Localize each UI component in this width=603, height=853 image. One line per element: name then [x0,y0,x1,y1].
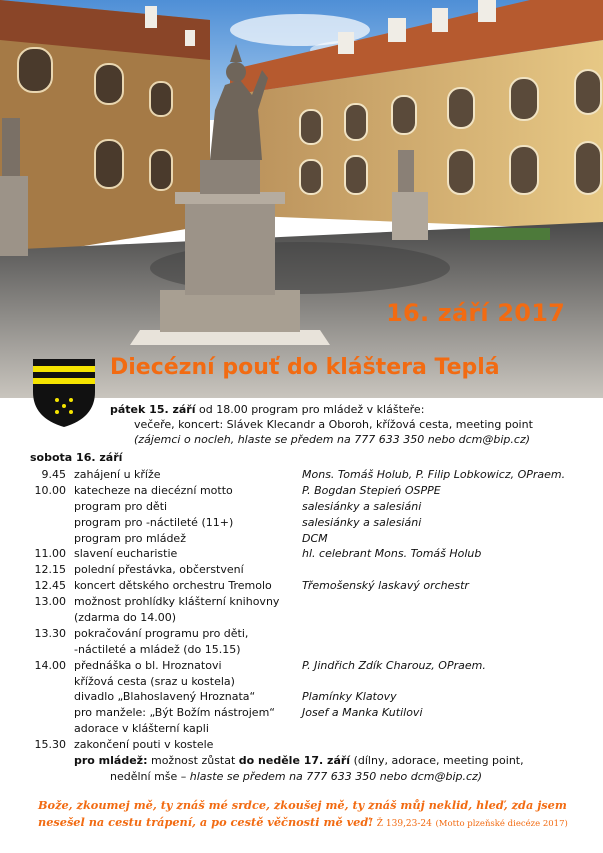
schedule-performer: Plamínky Klatovy [302,690,397,704]
schedule-activity: pro manžele: „Být Božím nástrojem“ [74,706,275,720]
schedule-row [0,705,603,721]
friday-program [110,402,533,447]
schedule-activity: -náctileté a mládež (do 15.15) [74,642,241,656]
youth-text-2: (dílny, adorace, meeting point, [350,754,524,767]
schedule-time: 9.45 [41,468,66,481]
schedule-row [0,546,603,562]
youth-line-1 [74,753,524,769]
schedule-performer: Třemošenský laskavý orchestr [302,579,469,593]
schedule-row [0,658,603,674]
schedule-row [0,642,603,658]
schedule-performer: P. Bogdan Stepień OSPPE [302,483,441,497]
schedule-time: 12.45 [34,579,66,593]
schedule-activity: polední přestávka, občerstvení [74,563,244,577]
schedule-row [0,594,603,610]
schedule-row [0,578,603,594]
schedule-row [0,721,603,737]
schedule-performer: DCM [302,531,328,545]
saturday-heading: sobota 16. září [30,451,123,464]
schedule-activity: program pro děti [74,499,168,513]
schedule-performer: P. Jindřich Zdík Charouz, OPraem. [302,658,486,672]
diocese-crest-logo [32,358,96,428]
youth-line-2-italic: hlaste se předem na 777 633 350 nebo dcm@bip.cz) [189,769,483,783]
saturday-schedule [0,467,603,753]
schedule-activity: koncert dětského orchestru Tremolo [74,579,272,593]
schedule-row [0,689,603,705]
schedule-row [0,531,603,547]
schedule-activity: divadlo „Blahoslavený Hroznata“ [74,690,256,704]
schedule-activity: pokračování programu pro děti, [74,626,249,640]
schedule-activity: slavení eucharistie [74,547,178,561]
youth-text-1: možnost zůstat [147,754,239,767]
schedule-row [0,674,603,690]
schedule-row [0,483,603,499]
schedule-time: 10.00 [34,483,66,497]
friday-line-2: večeře, koncert: Slávek Klecandr a Oboroh, křížová cesta, meeting point [134,418,533,431]
event-title: Diecézní pouť do kláštera Teplá [110,355,500,380]
youth-label: pro mládež: [74,754,148,767]
schedule-time: 11.00 [34,547,66,561]
schedule-activity: zakončení pouti v kostele [74,738,214,752]
schedule-time: 14.00 [34,658,66,672]
schedule-performer: salesiánky a salesiáni [302,515,422,529]
event-date: 16. září 2017 [386,299,565,327]
diocese-motto [38,797,578,833]
schedule-time: 15.30 [34,738,66,752]
schedule-activity: zahájení u kříže [74,468,161,481]
schedule-activity: křížová cesta (sraz u kostela) [74,674,235,688]
schedule-row [0,626,603,642]
schedule-activity: možnost prohlídky klášterní knihovny [74,595,280,609]
schedule-performer: Josef a Manka Kutilovi [302,706,423,720]
schedule-activity: (zdarma do 14.00) [74,611,177,625]
schedule-time: 12.15 [34,563,66,577]
schedule-activity: adorace v klášterní kapli [74,722,209,736]
schedule-time: 13.00 [34,595,66,609]
schedule-row [0,499,603,515]
schedule-activity: program pro -náctileté (11+) [74,515,234,529]
schedule-activity: program pro mládež [74,531,186,545]
youth-until: do neděle 17. září [238,754,351,767]
schedule-activity: katecheze na diecézní motto [74,483,233,497]
friday-intro: od 18.00 program pro mládež v klášteře: [195,403,425,416]
monastery-photo [0,0,603,398]
motto-quote: Bože, zkoumej mě, ty znáš mé srdce, zkoušej mě, ty znáš můj neklid, hleď, zda jsem nesešel na cestu trápení, a po cestě věčnosti mě veď! [38,798,567,829]
schedule-row [0,610,603,626]
friday-line-1 [110,402,533,417]
schedule-time: 13.30 [34,626,66,640]
youth-note [74,753,524,784]
motto-reference: Ž 139,23-24 [376,819,432,829]
schedule-activity: přednáška o bl. Hroznatovi [74,658,222,672]
schedule-performer: salesiánky a salesiáni [302,499,422,513]
schedule-row [0,515,603,531]
schedule-row [0,467,603,483]
schedule-performer: Mons. Tomáš Holub, P. Filip Lobkowicz, OPraem. [302,468,566,481]
schedule-row [0,737,603,753]
friday-day-label: pátek 15. září [110,403,196,416]
schedule-row [0,562,603,578]
schedule-performer: hl. celebrant Mons. Tomáš Holub [302,547,482,561]
friday-note: (zájemci o nocleh, hlaste se předem na 777 633 350 nebo dcm@bip.cz) [134,433,531,446]
youth-line-2-plain: nedělní mše – [110,769,190,783]
motto-source: (Motto plzeňské diecéze 2017) [435,819,568,829]
youth-line-2 [74,769,524,785]
